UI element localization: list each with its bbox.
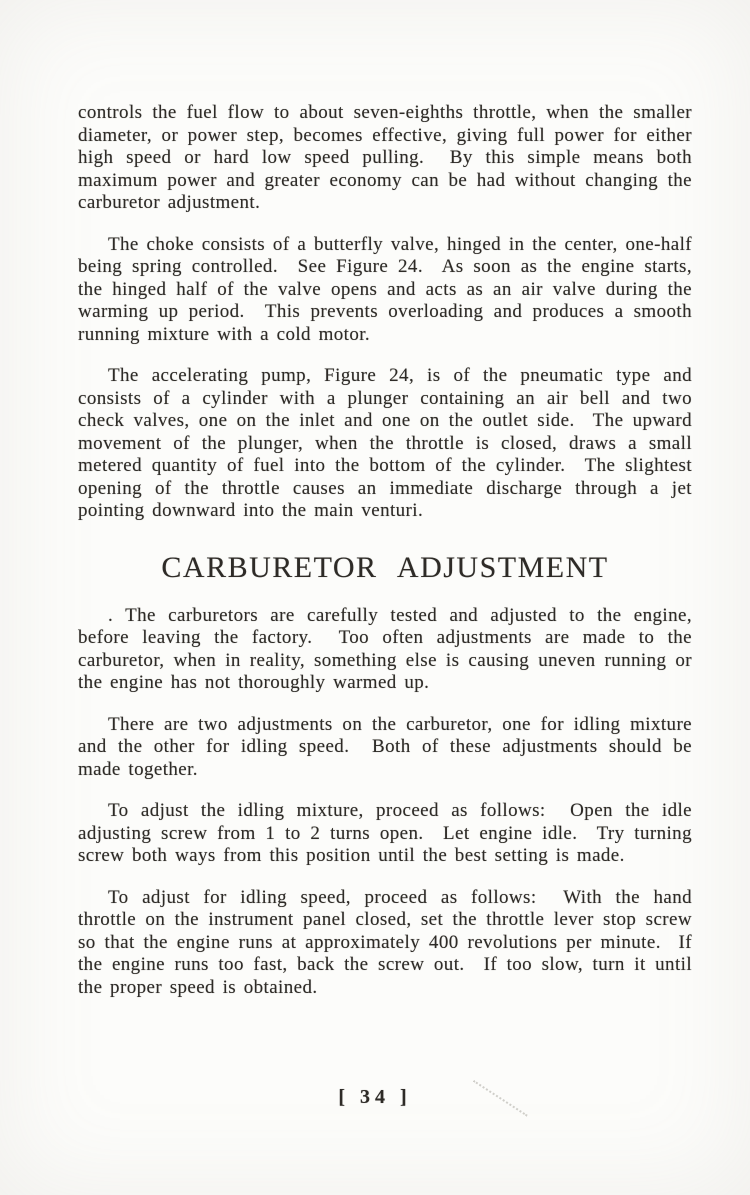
section-heading: CARBURETOR ADJUSTMENT (161, 550, 609, 584)
paragraph: The accelerating pump, Figure 24, is of the pneumatic type and consists of a cylinder with a plunger containing an air bell and two check valves, one on the inlet and one on the outlet side. The upward movement of the plunger, when the throttle is closed, draws a small metered quantity of fuel into the bottom of the cylinder. The slightest opening of the throttle causes an immediate discharge through a jet pointing downward into the main venturi. (78, 365, 700, 521)
paragraph: To adjust the idling mixture, proceed as follows: Open the idle adjusting screw from 1 to 2 turns open. Let engine idle. Try turning screw both ways from this position until the best setting is made. (78, 800, 700, 866)
body-text-bottom (78, 604, 700, 1000)
text-column (78, 102, 700, 1018)
body-text-top (78, 102, 700, 523)
paragraph: The choke consists of a butterfly valve, hinged in the center, one-half being spring controlled. See Figure 24. As soon as the engine starts, the hinged half of the valve opens and acts as an air valve during the warming up period. This prevents overloading and produces a smooth running mixture with a cold motor. (78, 233, 700, 345)
paragraph: controls the fuel flow to about seven-eighths throttle, when the smaller diameter, or power step, becomes effective, giving full power for either high speed or hard low speed pulling. By this simple means both maximum power and greater economy can be had without changing the carburetor adjustment. (78, 102, 700, 213)
paragraph: To adjust for idling speed, proceed as follows: With the hand throttle on the instrument panel closed, set the throttle lever stop screw so that the engine runs at approximately 400 revolutions per minute. If the engine runs too fast, back the screw out. If too slow, turn it until the proper speed is obtained. (78, 886, 700, 998)
paragraph: There are two adjustments on the carburetor, one for idling mixture and the other for idling speed. Both of these adjustments should be made together. (78, 713, 700, 780)
paragraph: . The carburetors are carefully tested and adjusted to the engine, before leaving the factory. Too often adjustments are made to the carburetor, when in reality, something else is causing uneven running or the engine has not thoroughly warmed up. (78, 604, 700, 693)
page-number: [ 34 ] (338, 1086, 412, 1108)
